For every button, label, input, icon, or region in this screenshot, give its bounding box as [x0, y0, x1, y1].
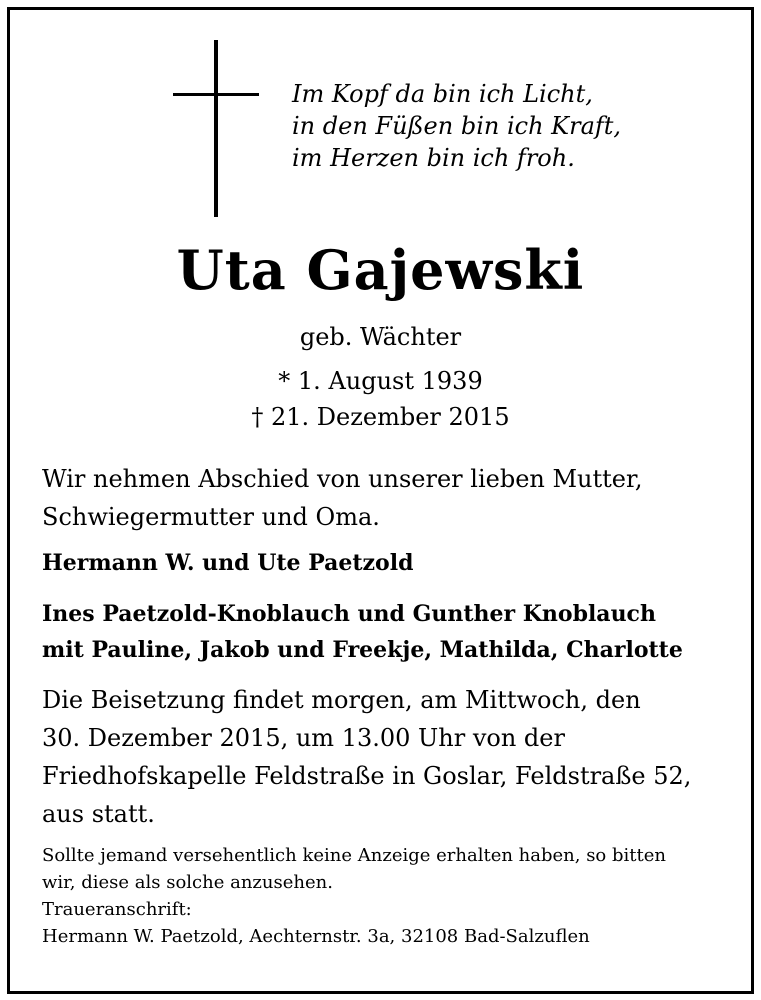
birth-name: geb. Wächter — [299, 323, 462, 351]
burial-line: 30. Dezember 2015, um 13.00 Uhr von der — [42, 724, 565, 752]
notice-line: Sollte jemand versehentlich keine Anzeige erhalten haben, so bitten — [42, 845, 666, 866]
burial-line: Friedhofskapelle Feldstraße in Goslar, Feldstraße 52, — [42, 762, 692, 790]
birth-date: * 1. August 1939 — [278, 367, 483, 395]
deceased-name: Uta Gajewski — [176, 238, 585, 302]
farewell-line: Schwiegermutter und Oma. — [42, 503, 380, 531]
burial-line: aus statt. — [42, 800, 155, 828]
mourning-address: Hermann W. Paetzold, Aechternstr. 3a, 32108 Bad-Salzuflen — [42, 926, 590, 947]
farewell-line: Wir nehmen Abschied von unserer lieben Mutter, — [42, 465, 643, 493]
mourner-line: Ines Paetzold-Knoblauch und Gunther Knoblauch — [42, 601, 656, 627]
verse-line: in den Füßen bin ich Kraft, — [292, 112, 622, 140]
address-label: Traueranschrift: — [42, 899, 192, 920]
cross-horizontal-bar — [173, 93, 259, 96]
notice-text — [42, 842, 742, 950]
burial-line: Die Beisetzung findet morgen, am Mittwoch, den — [42, 686, 641, 714]
mourner-line: mit Pauline, Jakob und Freekje, Mathilda, Charlotte — [42, 637, 683, 663]
mourner-line: Hermann W. und Ute Paetzold — [42, 550, 414, 576]
death-date: † 21. Dezember 2015 — [251, 403, 510, 431]
verse-line: im Herzen bin ich froh. — [292, 144, 575, 172]
burial-text — [42, 681, 742, 833]
farewell-text — [42, 460, 742, 536]
verse — [292, 78, 621, 174]
mourner-group — [42, 596, 683, 668]
verse-line: Im Kopf da bin ich Licht, — [292, 80, 593, 108]
notice-line: wir, diese als solche anzusehen. — [42, 872, 333, 893]
cross-vertical-bar — [214, 40, 218, 217]
